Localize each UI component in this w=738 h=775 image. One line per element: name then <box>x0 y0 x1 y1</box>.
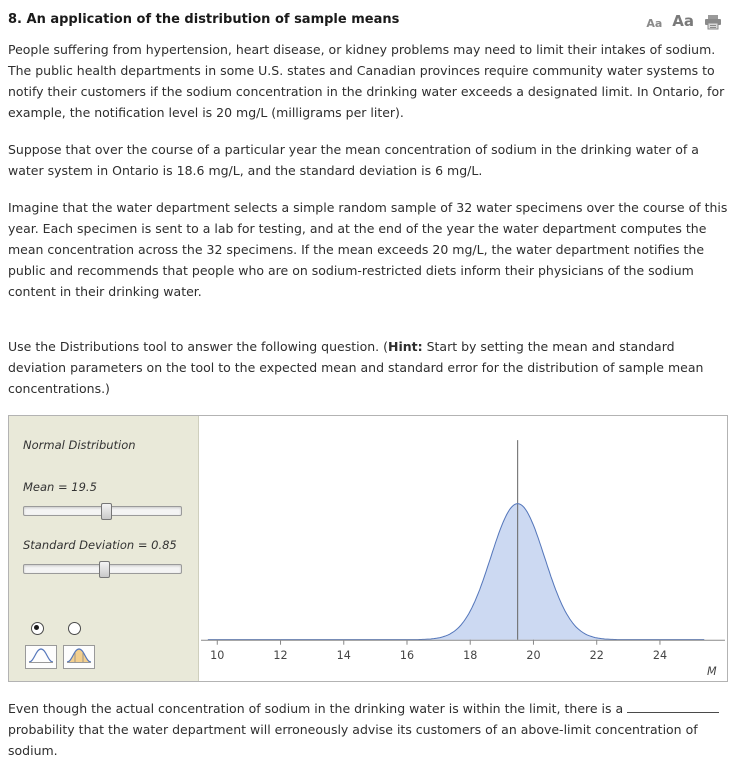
region-mode-radio-1[interactable] <box>31 622 44 635</box>
page-title: 8. An application of the distribution of sample means <box>8 12 400 27</box>
sd-label: Standard Deviation = 0.85 <box>23 538 177 552</box>
unshaded-curve-button[interactable] <box>25 645 57 669</box>
normal-curve <box>208 504 704 640</box>
shaded-area <box>208 504 704 640</box>
x-axis-tick-label: 14 <box>336 648 351 662</box>
mean-label: Mean = 19.5 <box>23 480 97 494</box>
sd-slider[interactable] <box>23 561 182 576</box>
shaded-curve-icon <box>66 647 92 667</box>
x-axis-tick-label: 12 <box>273 648 288 662</box>
font-size-small-button[interactable]: Aa <box>646 17 663 30</box>
x-axis-tick-label: 16 <box>399 648 415 662</box>
mean-slider[interactable] <box>23 503 182 518</box>
distributions-tool <box>8 415 728 682</box>
mean-slider-thumb[interactable] <box>101 503 112 520</box>
spacer <box>23 596 186 622</box>
distribution-plot[interactable] <box>199 416 727 681</box>
header <box>8 6 728 39</box>
question-prefix: Even though the actual concentration of sodium in the drinking water is within the limit, there is a <box>8 701 624 716</box>
distribution-type-label: Normal Distribution <box>23 438 136 452</box>
shaded-curve-button[interactable] <box>63 645 95 669</box>
region-mode-radio-2[interactable] <box>68 622 81 635</box>
answer-blank[interactable] <box>627 699 719 713</box>
question-suffix: probability that the water department will erroneously advise its customers of an above-limit concentration of sodium. <box>8 722 698 758</box>
hint-label: Hint: <box>388 339 423 354</box>
region-mode-radios <box>31 622 186 635</box>
instructions-intro: Use the Distributions tool to answer the following question. ( <box>8 339 388 354</box>
paragraph-sodium-intro: People suffering from hypertension, heart disease, or kidney problems may need to limit their intakes of sodium. The public health departments in some U.S. states and Canadian provinces require community water systems to notify their customers if the sodium concentration in the drinking water exceeds a designated limit. In Ontario, for example, the notification level is 20 mg/L (milligrams per liter). <box>8 42 725 120</box>
print-icon[interactable] <box>704 15 722 30</box>
instructions-rest: Start by setting the mean and standard deviation parameters on the tool to the expected mean and standard error for the distribution of sample mean concentrations.) <box>8 339 704 396</box>
header-controls <box>646 12 722 30</box>
paragraph-population-parameters: Suppose that over the course of a particular year the mean concentration of sodium in the drinking water of a water system in Ontario is 18.6 mg/L, and the standard deviation is 6 mg/L. <box>8 142 699 178</box>
paragraph-sampling-process: Imagine that the water department selects a simple random sample of 32 water specimens over the course of this year. Each specimen is sent to a lab for testing, and at the end of the year the water department computes the mean concentration across the 32 specimens. If the mean exceeds 20 mg/L, the water department notifies the public and recommends that people who are on sodium-restricted diets inform their physicians of the sodium content in their drinking water. <box>8 200 728 299</box>
paragraph-instructions <box>8 336 728 399</box>
tool-control-panel <box>9 416 199 681</box>
x-axis-tick-label: 22 <box>589 648 604 662</box>
x-axis-tick-label: 10 <box>210 648 225 662</box>
unshaded-curve-icon <box>28 647 54 667</box>
distribution-curve-svg[interactable] <box>199 416 727 681</box>
curve-style-buttons <box>25 645 186 669</box>
x-axis-tick-label: 20 <box>526 648 541 662</box>
x-axis-label: M <box>706 664 717 678</box>
sd-slider-thumb[interactable] <box>99 561 110 578</box>
x-axis-tick-label: 18 <box>463 648 478 662</box>
font-size-large-button[interactable]: Aa <box>672 12 694 30</box>
question-text <box>8 698 728 761</box>
x-axis-tick-label: 24 <box>652 648 668 662</box>
